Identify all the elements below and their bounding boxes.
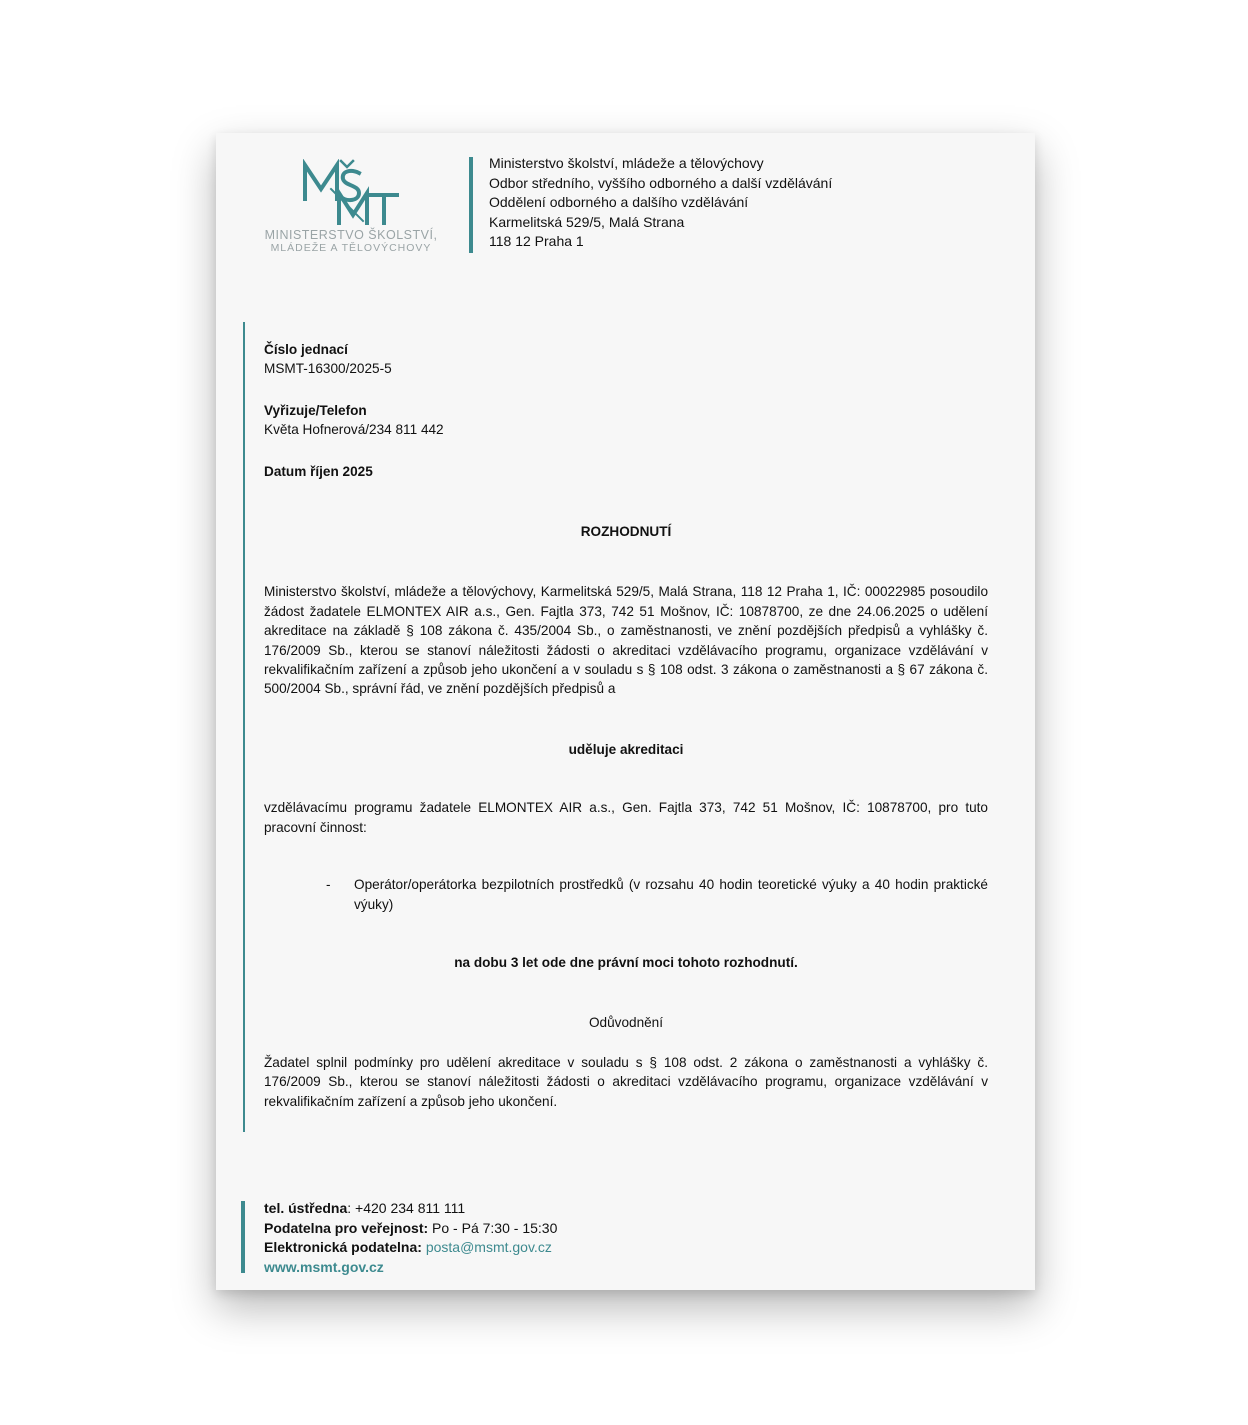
- sender-department: Odbor středního, vyššího odborného a další vzdělávání: [489, 174, 833, 191]
- footer-office-hours: [264, 1219, 557, 1239]
- duration-statement: na dobu 3 let ode dne právní moci tohoto rozhodnutí.: [454, 954, 798, 970]
- footer-website-link[interactable]: www.msmt.gov.cz: [264, 1258, 384, 1275]
- contact-label: Vyřizuje/Telefon: [264, 402, 367, 418]
- ref-label: Číslo jednací: [264, 342, 348, 357]
- list-item-text: Operátor/operátorka bezpilotních prostředků (v rozsahu 40 hodin teoretické výuky a 40 hodin praktické výuky): [354, 877, 988, 912]
- footer-epost-label: Elektronická podatelna:: [264, 1239, 422, 1255]
- document-date: Datum říjen 2025: [264, 463, 373, 479]
- footer-phone: [264, 1199, 557, 1219]
- sender-city: 118 12 Praha 1: [489, 233, 584, 249]
- sender-street: Karmelitská 529/5, Malá Strana: [489, 213, 685, 230]
- program-paragraph: vzdělávacímu programu žadatele ELMONTEX AIR a.s., Gen. Fajtla 373, 742 51 Mošnov, IČ: 10878700, pro tuto pracovní činnost:: [264, 800, 988, 835]
- body-accent-bar: [243, 322, 245, 1132]
- ref-value: MSMT-16300/2025-5: [264, 361, 392, 377]
- list-item: [264, 875, 988, 914]
- footer-contacts: [264, 1199, 557, 1277]
- logo-text-line2: MLÁDEŽE A TĚLOVÝCHOVY: [270, 242, 432, 254]
- footer-epost: [264, 1238, 557, 1258]
- reason-heading: Odůvodnění: [588, 1015, 664, 1031]
- list-bullet: -: [326, 877, 331, 893]
- footer-phone-value: : +420 234 811 111: [347, 1200, 466, 1216]
- footer-accent-bar: [241, 1201, 245, 1273]
- footer-office-value: Po - Pá 7:30 - 15:30: [428, 1219, 558, 1236]
- msmt-monogram-icon: [251, 159, 451, 227]
- intro-paragraph: Ministerstvo školství, mládeže a tělovýchovy, Karmelitská 529/5, Malá Strana, 118 12 Praha 1, IČ: 00022985 posoudilo žádost žadatele ELMONTEX AIR a.s., Gen. Fajtla 373, 742 51 Mošnov, IČ: 10878700, ze dne 24.06.2025 o udělení akreditace na základě § 108 zákona č. 435/2004 Sb., o zaměstnanosti, ve znění pozdějších předpisů a vyhlášky č. 176/2009 Sb., kterou se stanoví náležitosti žádosti o akreditaci vzdělávacího programu, organizace vzdělávání v rekvalifikačním zařízení a způsob jeho ukončení a v souladu s § 108 odst. 3 zákona o zaměstnanosti a § 67 zákona č. 500/2004 Sb., správní řád, ve znění pozdějších předpisů a: [264, 584, 988, 697]
- logo-text-line1: MINISTERSTVO ŠKOLSTVÍ,: [264, 228, 438, 242]
- sender-ministry: Ministerstvo školství, mládeže a tělovýchovy: [489, 155, 764, 171]
- document-body: [264, 340, 988, 1111]
- footer-phone-label: tel. ústředna: [264, 1200, 348, 1216]
- footer-email-link[interactable]: posta@msmt.gov.cz: [425, 1239, 552, 1255]
- sender-address: [489, 154, 832, 252]
- document-title: ROZHODNUTÍ: [580, 524, 672, 540]
- grant-heading: uděluje akreditaci: [568, 741, 684, 757]
- contact-value: Květa Hofnerová/234 811 442: [264, 422, 444, 438]
- sender-office: Oddělení odborného a dalšího vzdělávání: [489, 194, 749, 210]
- document-page: [216, 133, 1035, 1290]
- reason-paragraph: Žadatel splnil podmínky pro udělení akreditace v souladu s § 108 odst. 2 zákona o zaměstnanosti a vyhlášky č. 176/2009 Sb., kterou se stanoví náležitosti žádosti o akreditaci vzdělávacího programu, organizace vzdělávání v rekvalifikačním zařízení a způsob jeho ukončení.: [264, 1054, 988, 1109]
- footer-office-label: Podatelna pro veřejnost:: [264, 1219, 429, 1236]
- msmt-logo: [251, 159, 451, 259]
- header-accent-bar: [469, 157, 473, 253]
